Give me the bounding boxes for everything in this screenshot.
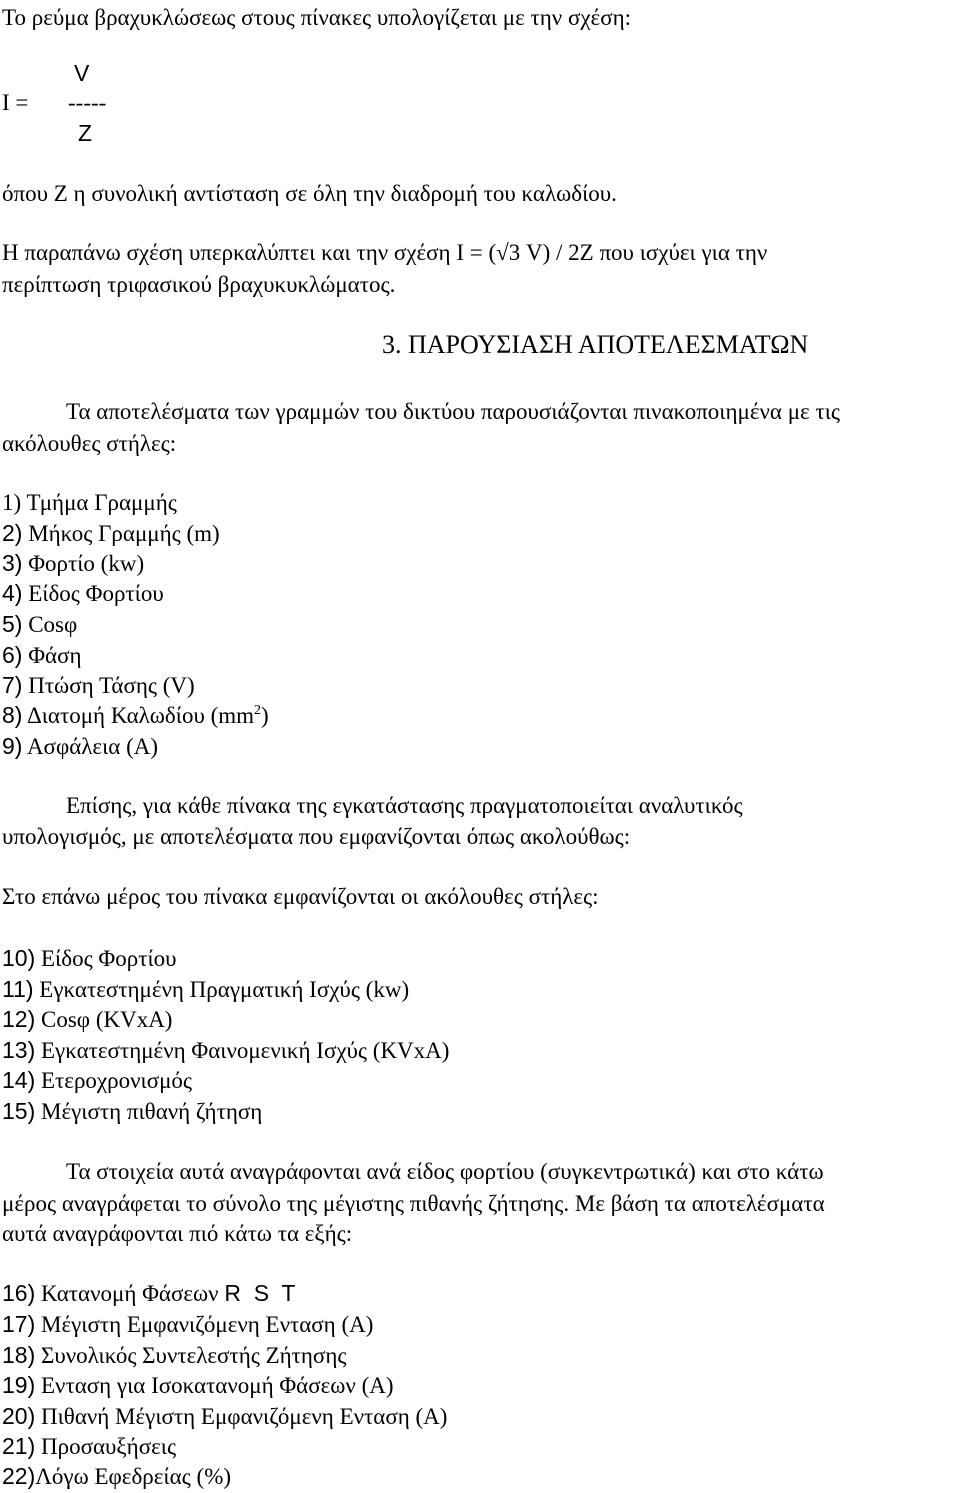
list-item: 3) Φορτίο (kw)	[2, 550, 145, 576]
intro-paragraph: Το ρεύμα βραχυκλώσεως στους πίνακες υπολογίζεται με την σχέση:	[2, 5, 632, 30]
list-item: 11) Εγκατεστημένη Πραγματική Ισχύς (kw)	[2, 976, 410, 1002]
panel-paragraph-line-2: υπολογισμός, με αποτελέσματα που εμφανίζονται όπως ακολούθως:	[2, 824, 631, 849]
summary-paragraph-line-2: μέρος αναγράφεται το σύνολο της μέγιστης πιθανής ζήτησης. Με βάση τα αποτελέσματα	[2, 1191, 825, 1216]
list-item: 1) Τμήμα Γραμμής	[2, 490, 177, 515]
list-item: 7) Πτώση Τάσης (V)	[2, 672, 195, 698]
list-item: 4) Είδος Φορτίου	[2, 580, 164, 606]
list-item: 8) Διατομή Καλωδίου $(mm^2)$	[2, 702, 269, 728]
results-paragraph-line-2: ακόλουθες στήλες:	[2, 431, 177, 456]
list-item: 13) Εγκατεστημένη Φαινομενική Ισχύς (KVxA)	[2, 1037, 450, 1063]
list-item: 17) Μέγιστη Εμφανιζόμενη Ενταση (Α)	[2, 1311, 374, 1337]
impedance-note: όπου Ζ η συνολική αντίσταση σε όλη την διαδρομή του καλωδίου.	[2, 181, 617, 206]
relation-paragraph-line-1: Η παραπάνω σχέση υπερκαλύπτει και την σχέση Ι = (√3 V) / 2Z που ισχύει για την	[2, 240, 768, 265]
list-item: 2) Μήκος Γραμμής (m)	[2, 520, 220, 546]
formula-denominator: Z	[78, 120, 93, 146]
formula-fraction-bar: -----	[68, 90, 107, 115]
list-item: 14) Ετεροχρονισμός	[2, 1067, 193, 1093]
list-item: 10) Είδος Φορτίου	[2, 945, 177, 971]
formula-lhs: I =	[2, 90, 29, 115]
results-paragraph-line-1: Τα αποτελέσματα των γραμμών του δικτύου παρουσιάζονται πινακοποιημένα με τις	[66, 399, 840, 424]
summary-paragraph-line-1: Τα στοιχεία αυτά αναγράφονται ανά είδος φορτίου (συγκεντρωτικά) και στο κάτω	[66, 1159, 824, 1184]
list-item: 20) Πιθανή Μέγιστη Εμφανιζόμενη Ενταση (Α)	[2, 1403, 448, 1429]
list-item: 18) Συνολικός Συντελεστής Ζήτησης	[2, 1342, 347, 1368]
list-item: 15) Μέγιστη πιθανή ζήτηση	[2, 1098, 263, 1124]
list-item: 19) Ενταση για Ισοκατανομή Φάσεων (Α)	[2, 1372, 394, 1398]
formula-numerator: V	[74, 60, 90, 86]
list-item: 21) Προσαυξήσεις	[2, 1433, 177, 1459]
list-item: 12) Cosφ (KVxA)	[2, 1006, 173, 1032]
list-item: 22)Λόγω Εφεδρείας (%)	[2, 1463, 232, 1489]
list-item: 9) Ασφάλεια (A)	[2, 733, 158, 759]
section-heading: 3. ΠΑΡΟΥΣΙΑΣΗ ΑΠΟΤΕΛΕΣΜΑΤΩΝ	[382, 330, 809, 359]
summary-paragraph-line-3: αυτά αναγράφονται πιό κάτω τα εξής:	[2, 1221, 353, 1246]
panel-paragraph-line-1: Επίσης, για κάθε πίνακα της εγκατάστασης πραγματοποιείται αναλυτικός	[66, 793, 743, 818]
list-item: 5) Cosφ	[2, 611, 78, 637]
list-item: 6) Φάση	[2, 642, 82, 668]
list-item: 16) Κατανομή Φάσεων R S T	[2, 1280, 296, 1306]
relation-paragraph-line-2: περίπτωση τριφασικού βραχυκυκλώματος.	[2, 272, 396, 297]
top-columns-intro: Στο επάνω μέρος του πίνακα εμφανίζονται οι ακόλουθες στήλες:	[2, 884, 599, 909]
